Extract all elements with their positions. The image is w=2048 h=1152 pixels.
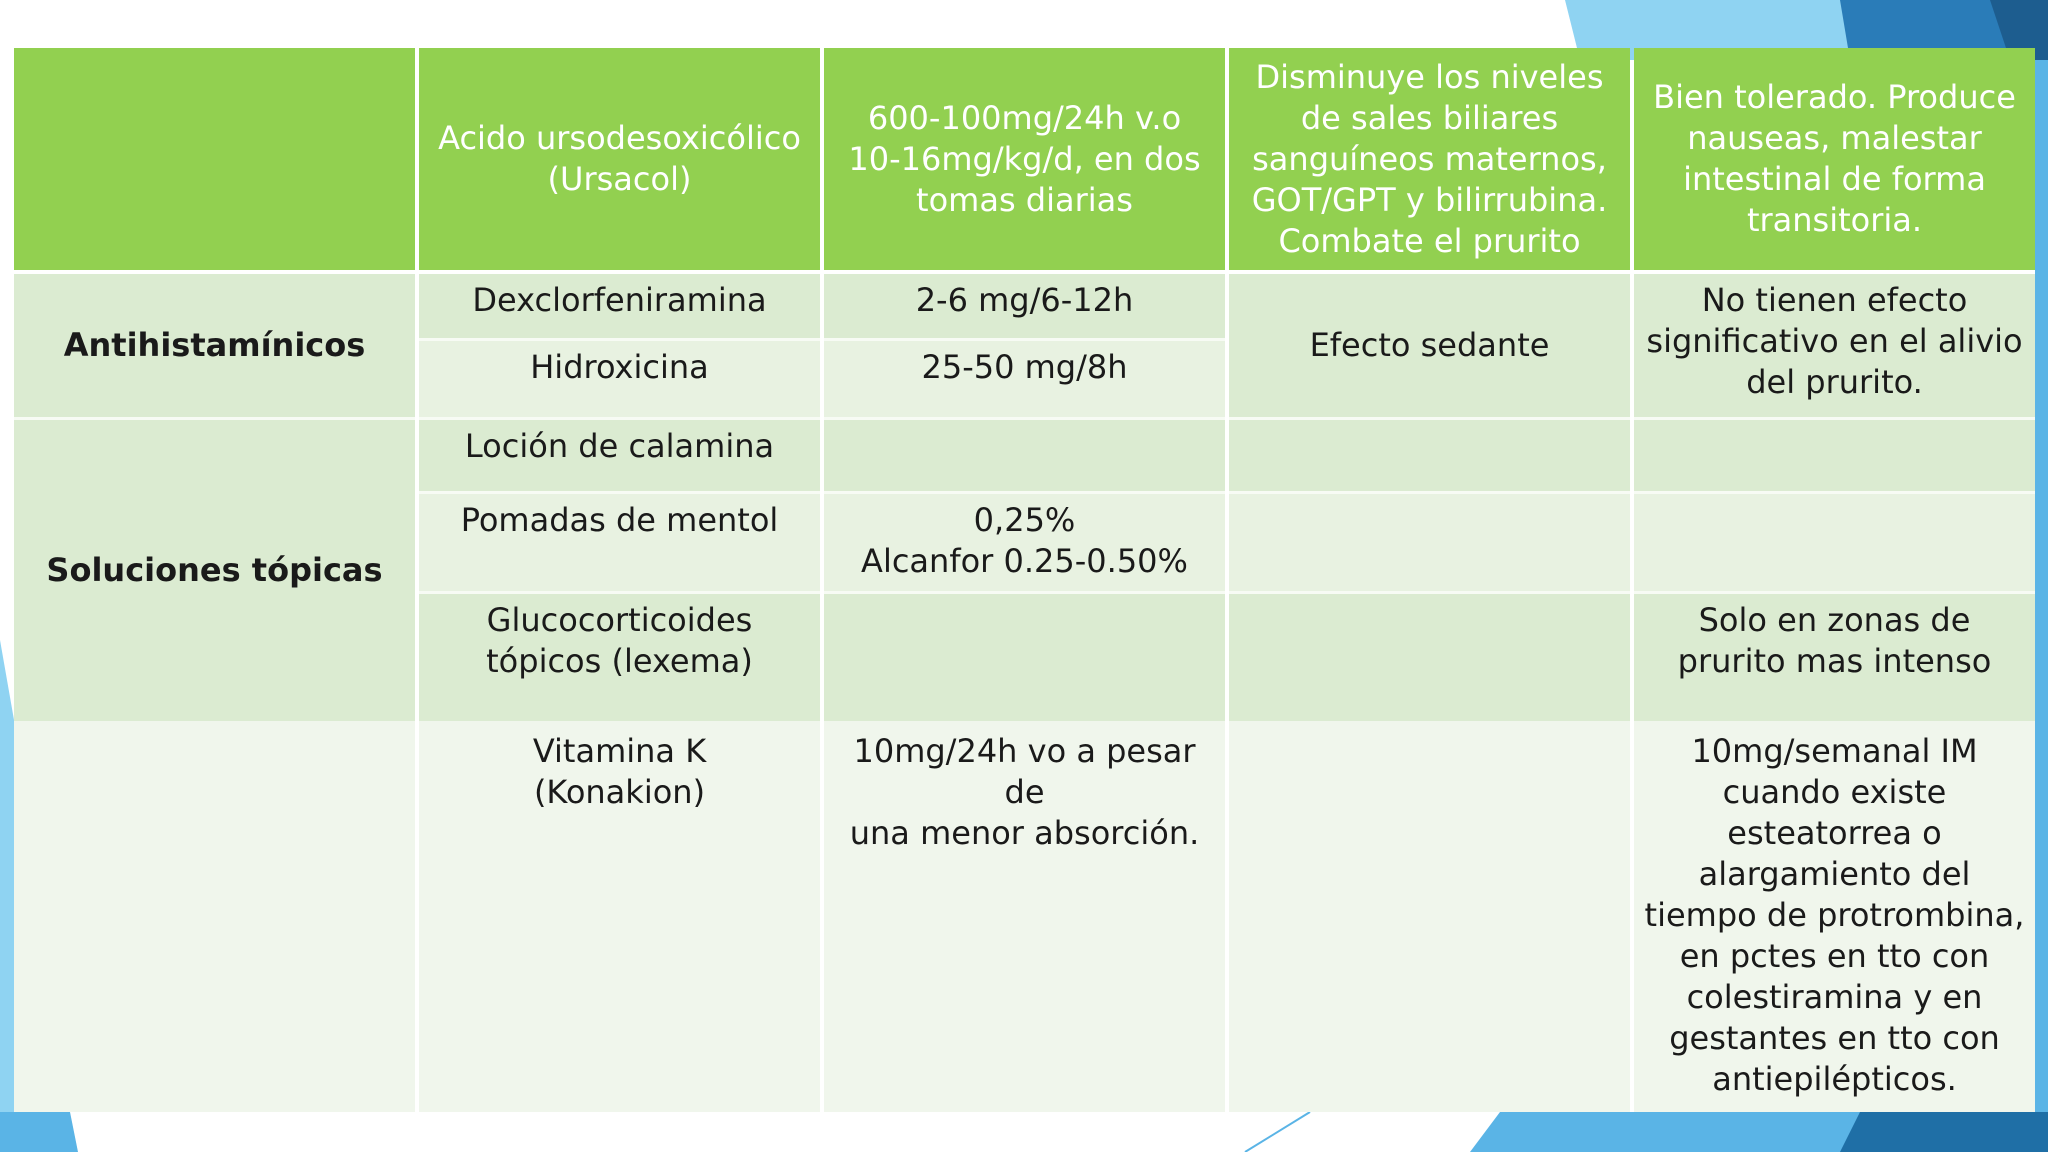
effect-pomadas-mentol — [1229, 494, 1630, 594]
note-text: cuando existe — [1722, 773, 1947, 811]
header-cell-empty — [14, 48, 415, 274]
header-cell-dose — [824, 48, 1225, 274]
note-text: 10mg/semanal IM — [1691, 732, 1978, 770]
drug-label: tópicos (lexema) — [486, 642, 753, 680]
group-label: Soluciones tópicas — [46, 551, 383, 589]
drug-label: Glucocorticoides — [486, 601, 753, 639]
note-pomadas-mentol — [1634, 494, 2035, 594]
drug-label: (Konakion) — [533, 773, 706, 811]
note-text: significativo en el alivio — [1646, 322, 2023, 360]
note-text: Solo en zonas de — [1698, 601, 1971, 639]
note-text: esteatorrea o — [1727, 814, 1942, 852]
header-text: transitoria. — [1746, 201, 1923, 239]
dose-glucocorticoides — [824, 594, 1225, 721]
dose-label: 10mg/24h vo a pesar de — [853, 732, 1196, 811]
drug-glucocorticoides — [419, 594, 820, 721]
drug-label: Loción de calamina — [464, 427, 775, 465]
dose-label: una menor absorción. — [849, 814, 1200, 852]
header-text: Bien tolerado. Produce — [1653, 78, 2016, 116]
effect-antihistaminicos — [1229, 274, 1630, 420]
header-text: 10-16mg/kg/d, en dos — [848, 139, 1201, 178]
note-text: en pctes en tto con — [1679, 937, 1990, 975]
header-text: 600-100mg/24h v.o — [867, 98, 1182, 137]
header-text: Disminuye los niveles — [1255, 57, 1604, 96]
dose-vitamina-k — [824, 721, 1225, 1112]
dose-label: 2-6 mg/6-12h — [915, 281, 1134, 319]
note-text: colestiramina y en — [1686, 978, 1983, 1016]
header-text: sanguíneos maternos, — [1252, 139, 1607, 178]
drug-label: Dexclorfeniramina — [472, 281, 767, 319]
drug-vitamina-k — [419, 721, 820, 1112]
note-text: antiepilépticos. — [1712, 1060, 1957, 1098]
drug-label: Vitamina K — [532, 732, 707, 770]
note-text: alargamiento del — [1698, 855, 1971, 893]
dose-pomadas-mentol — [824, 494, 1225, 594]
note-text: tiempo de protrombina, — [1644, 896, 2025, 934]
header-text: (Ursacol) — [547, 160, 692, 198]
header-cell-ursodeoxycholic-acid — [419, 48, 820, 274]
header-cell-tolerance — [1634, 48, 2035, 274]
treatment-table — [14, 48, 2023, 1112]
group-antihistaminicos — [14, 274, 415, 420]
note-glucocorticoides — [1634, 594, 2035, 721]
drug-hidroxicina — [419, 341, 820, 420]
dose-label: Alcanfor 0.25-0.50% — [861, 542, 1188, 580]
group-label: Antihistamínicos — [63, 326, 366, 364]
dose-hidroxicina — [824, 341, 1225, 420]
header-cell-effect — [1229, 48, 1630, 274]
header-text: tomas diarias — [916, 180, 1133, 219]
header-text: intestinal de forma — [1683, 160, 1986, 198]
drug-locion-calamina — [419, 420, 820, 494]
decor-bottom-left — [0, 1112, 78, 1152]
decor-thin-line — [1245, 1112, 1310, 1152]
effect-label: Efecto sedante — [1309, 326, 1550, 364]
header-text: nauseas, malestar — [1687, 119, 1982, 157]
drug-label: Hidroxicina — [530, 348, 709, 386]
note-locion-calamina — [1634, 420, 2035, 494]
effect-vitamina-k — [1229, 721, 1630, 1112]
note-text: gestantes en tto con — [1669, 1019, 2000, 1057]
note-text: No tienen efecto — [1701, 281, 1968, 319]
drug-dexclorfeniramina — [419, 274, 820, 341]
note-antihistaminicos — [1634, 274, 2035, 420]
drug-pomadas-mentol — [419, 494, 820, 594]
dose-dexclorfeniramina — [824, 274, 1225, 341]
decor-bottom-right-dark — [1840, 1112, 2048, 1152]
dose-label: 0,25% — [973, 501, 1076, 539]
header-text: Acido ursodesoxicólico — [438, 119, 801, 157]
drug-label: Pomadas de mentol — [460, 501, 779, 539]
dose-locion-calamina — [824, 420, 1225, 494]
effect-locion-calamina — [1229, 420, 1630, 494]
note-text: prurito mas intenso — [1677, 642, 1992, 680]
group-empty — [14, 721, 415, 1112]
note-text: del prurito. — [1746, 363, 1923, 401]
header-text: Combate el prurito — [1278, 221, 1581, 260]
header-text: de sales biliares — [1300, 98, 1559, 137]
decor-left-edge — [0, 640, 14, 1152]
dose-label: 25-50 mg/8h — [921, 348, 1128, 386]
note-vitamina-k — [1634, 721, 2035, 1112]
header-text: GOT/GPT y bilirrubina. — [1251, 180, 1608, 219]
effect-glucocorticoides — [1229, 594, 1630, 721]
group-soluciones-topicas — [14, 420, 415, 721]
